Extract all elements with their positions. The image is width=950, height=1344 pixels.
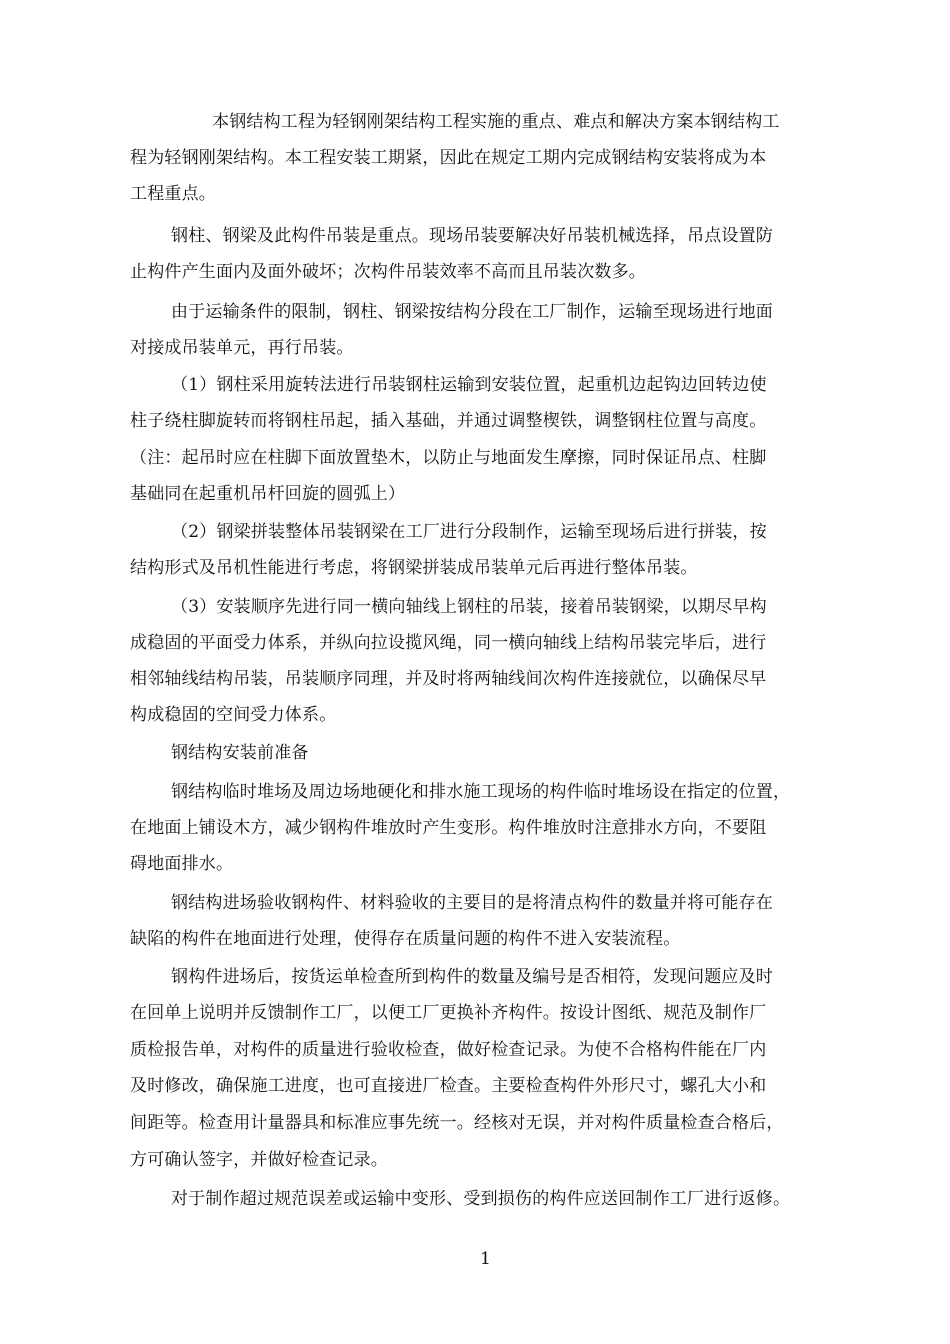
text-line: 结构形式及吊机性能进行考虑，将钢梁拼装成吊装单元后再进行整体吊装。 [130, 558, 698, 578]
text-line: 在回单上说明并反馈制作工厂，以便工厂更换补齐构件。按设计图纸、规范及制作厂 [130, 1003, 767, 1023]
text-line: 质检报告单，对构件的质量进行验收检查，做好检查记录。为使不合格构件能在厂内 [130, 1040, 767, 1060]
text-line: 方可确认签字，并做好检查记录。 [130, 1150, 388, 1170]
text-line: 柱子绕柱脚旋转而将钢柱吊起，插入基础，并通过调整楔铁，调整钢柱位置与高度。 [130, 411, 767, 431]
text-line: 钢结构临时堆场及周边场地硬化和排水施工现场的构件临时堆场设在指定的位置， [171, 782, 791, 802]
text-line: 钢构件进场后，按货运单检查所到构件的数量及编号是否相符，发现问题应及时 [171, 967, 773, 987]
text-line: 相邻轴线结构吊装，吊装顺序同理，并及时将两轴线间次构件连接就位，以确保尽早 [130, 669, 767, 689]
text-line: 在地面上铺设木方，减少钢构件堆放时产生变形。构件堆放时注意排水方向，不要阻 [130, 818, 767, 838]
text-line: （2）钢梁拼装整体吊装钢梁在工厂进行分段制作，运输至现场后进行拼装，按 [171, 522, 767, 542]
text-line: 工程重点。 [130, 184, 216, 204]
text-line: 间距等。检查用计量器具和标准应事先统一。经核对无误，并对构件质量检查合格后， [130, 1113, 784, 1133]
text-line: 缺陷的构件在地面进行处理，使得存在质量问题的构件不进入安装流程。 [130, 929, 681, 949]
text-line: （3）安装顺序先进行同一横向轴线上钢柱的吊装，接着吊装钢梁，以期尽早构 [171, 597, 767, 617]
text-line: 碍地面排水。 [130, 854, 234, 874]
text-line: 本钢结构工程为轻钢刚架结构工程实施的重点、难点和解决方案本钢结构工 [212, 112, 780, 132]
page-number: 1 [480, 1249, 491, 1269]
text-line: （1）钢柱采用旋转法进行吊装钢柱运输到安装位置，起重机边起钩边回转边使 [171, 375, 767, 395]
text-line: 钢柱、钢梁及此构件吊装是重点。现场吊装要解决好吊装机械选择，吊点设置防 [171, 226, 773, 246]
text-line: 构成稳固的空间受力体系。 [130, 705, 337, 725]
text-line: 及时修改，确保施工进度，也可直接进厂检查。主要检查构件外形尺寸，螺孔大小和 [130, 1076, 767, 1096]
text-line: （注：起吊时应在柱脚下面放置垫木，以防止与地面发生摩擦，同时保证吊点、柱脚 [130, 448, 767, 468]
text-line: 对接成吊装单元，再行吊装。 [130, 338, 354, 358]
text-line: 钢结构进场验收钢构件、材料验收的主要目的是将清点构件的数量并将可能存在 [171, 893, 773, 913]
text-line: 由于运输条件的限制，钢柱、钢梁按结构分段在工厂制作，运输至现场进行地面 [171, 302, 773, 322]
text-line: 程为轻钢刚架结构。本工程安装工期紧，因此在规定工期内完成钢结构安装将成为本 [130, 148, 767, 168]
section-heading: 钢结构安装前准备 [171, 743, 309, 763]
text-line: 基础同在起重机吊杆回旋的圆弧上） [130, 484, 406, 504]
text-line: 成稳固的平面受力体系，并纵向拉设揽风绳，同一横向轴线上结构吊装完毕后，进行 [130, 633, 767, 653]
text-line: 止构件产生面内及面外破坏；次构件吊装效率不高而且吊装次数多。 [130, 262, 646, 282]
text-line: 对于制作超过规范误差或运输中变形、受到损伤的构件应送回制作工厂进行返修。 [171, 1189, 791, 1209]
